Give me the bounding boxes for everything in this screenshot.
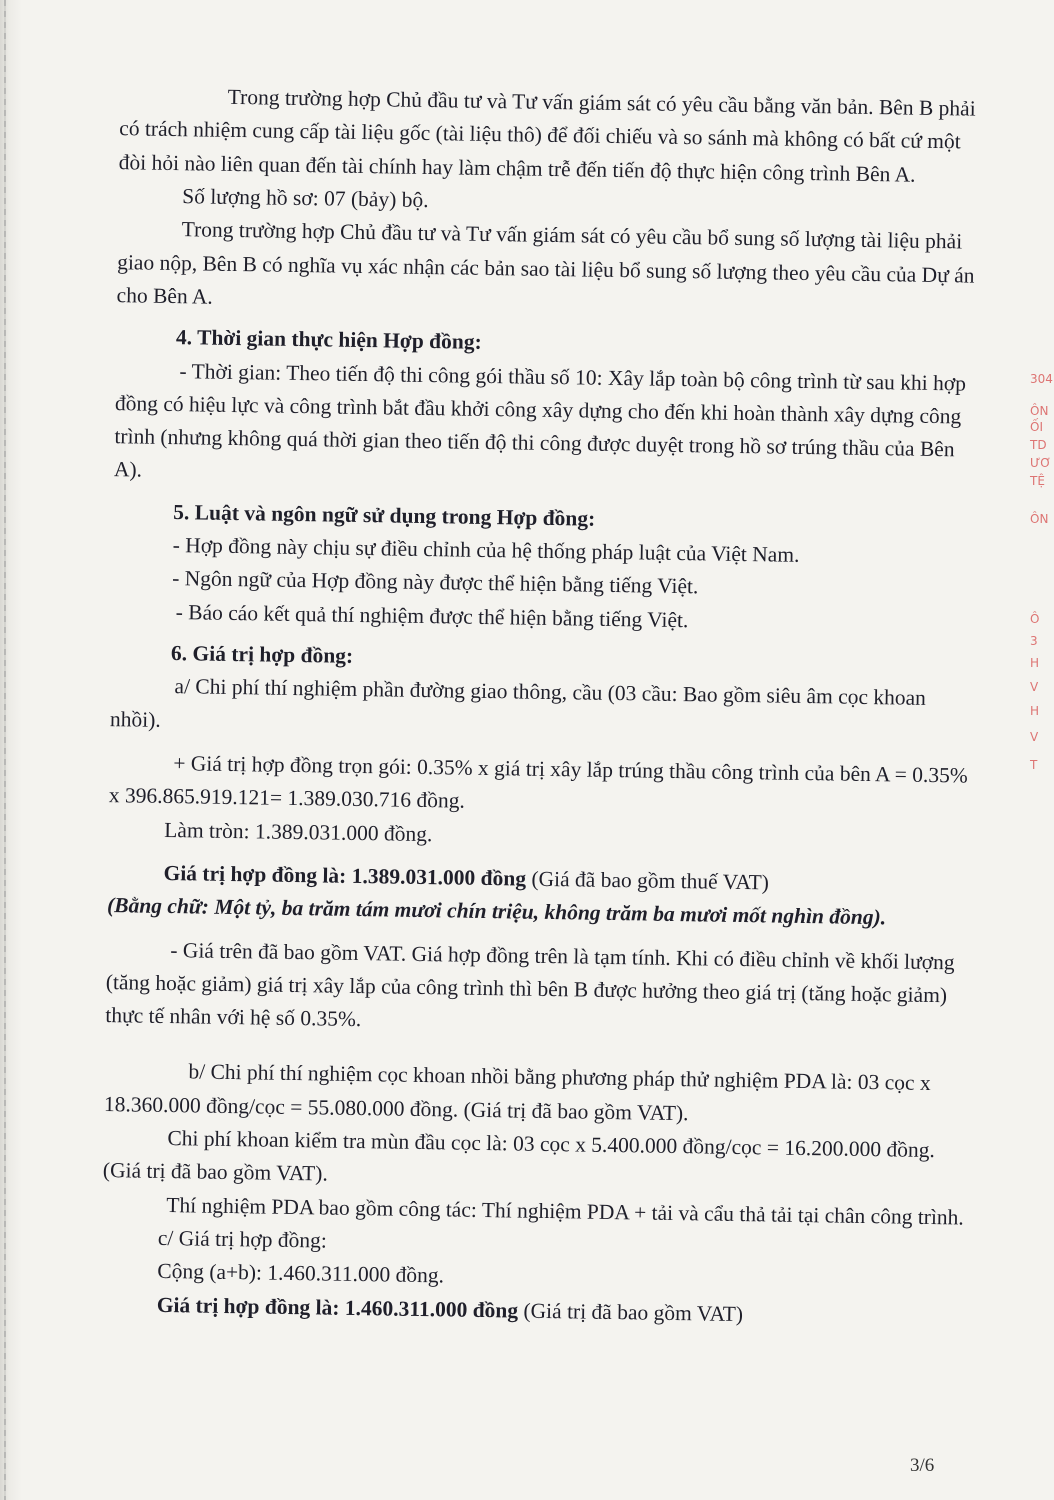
section-5-item-law: - Hợp đồng này chịu sự điều chỉnh của hệ thống pháp luật của Việt Nam. xyxy=(172,533,800,567)
paragraph-additional-copies: Trong trường hợp Chủ đầu tư và Tư vấn giám sát có yêu cầu bổ sung số lượng tài liệu phải giao nộp, Bên B có nghĩa vụ xác nhận các bản sao tài liệu bổ sung số lượng theo yêu cầu của Dự án cho Bên A. xyxy=(116,217,975,309)
section-6b-pda-scope: Thí nghiệm PDA bao gồm công tác: Thí nghiệm PDA + tải và cẩu thả tải tại chân công trình. xyxy=(166,1192,964,1230)
paragraph-original-documents: Trong trường hợp Chủ đầu tư và Tư vấn giám sát có yêu cầu bằng văn bản. Bên B phải có trách nhiệm cung cấp tài liệu gốc (tài liệu thô) để đối chiếu và so sánh mà không có bất cứ một đòi hỏi nào liên quan đến tài chính hay làm chậm trễ đến tiến độ thực hiện công trình Bên A. xyxy=(118,84,976,187)
section-4-time-text: - Thời gian: Theo tiến độ thi công gói thầu số 10: Xây lắp toàn bộ công trình từ sau khi hợp đồng có hiệu lực và công trình bắt đầu khởi công xây dựng cho đến khi hoàn thành xây dựng công trình (nhưng không quá thời gian theo tiến độ thi công được duyệt trong hồ sơ trúng thầu của Bên A). xyxy=(113,358,967,482)
seal-mark: TỆ xyxy=(1030,474,1045,488)
contract-value-c-bold: Giá trị hợp đồng là: 1.460.311.000 đồng xyxy=(156,1292,519,1323)
section-6c-sum: Cộng (a+b): 1.460.311.000 đồng. xyxy=(157,1259,445,1288)
section-6-heading: 6. Giá trị hợp đồng: xyxy=(170,641,354,668)
seal-mark: V xyxy=(1030,680,1039,694)
scan-binding-edge xyxy=(0,0,22,1500)
section-6a-rounded: Làm tròn: 1.389.031.000 đồng. xyxy=(164,817,433,846)
section-5-heading: 5. Luật và ngôn ngữ sử dụng trong Hợp đồng: xyxy=(173,499,596,531)
section-6a-intro: a/ Chi phí thí nghiệm phần đường giao thông, cầu (03 cầu: Bao gồm siêu âm cọc khoan nhồi). xyxy=(109,674,927,732)
contract-value-a-bold: Giá trị hợp đồng là: 1.389.031.000 đồng xyxy=(163,860,527,891)
seal-mark: T xyxy=(1030,758,1038,772)
seal-mark: TD xyxy=(1030,438,1047,452)
seal-mark: ÔN xyxy=(1030,512,1049,526)
section-6c-intro: c/ Giá trị hợp đồng: xyxy=(157,1225,328,1253)
seal-mark: H xyxy=(1030,656,1040,670)
seal-mark: ỐI xyxy=(1030,420,1043,434)
section-4-heading: 4. Thời gian thực hiện Hợp đồng: xyxy=(175,325,482,355)
page-number: 3/6 xyxy=(910,1455,935,1476)
seal-mark: 3 xyxy=(1030,634,1038,648)
seal-mark: H xyxy=(1030,704,1040,718)
paragraph-document-count: Số lượng hồ sơ: 07 (bảy) bộ. xyxy=(182,184,429,212)
section-5-item-language: - Ngôn ngữ của Hợp đồng này được thể hiện bằng tiếng Việt. xyxy=(172,566,699,599)
contract-value-a-note: (Giá đã bao gồm thuế VAT) xyxy=(525,866,770,895)
seal-mark: V xyxy=(1030,730,1039,744)
section-6a-amount-in-words: (Bằng chữ: Một tỷ, ba trăm tám mươi chín triệu, không trăm ba mươi mốt nghìn đồng). xyxy=(106,893,887,930)
seal-mark: ÔN xyxy=(1030,404,1049,418)
section-5-item-report: - Báo cáo kết quả thí nghiệm được thể hiện bằng tiếng Việt. xyxy=(175,599,689,632)
contract-value-c-note: (Giá trị đã bao gồm VAT) xyxy=(517,1298,744,1326)
section-6a-package-value: + Giá trị hợp đồng trọn gói: 0.35% x giá trị xây lắp trúng thầu công trình của bên A = 0.35% x 396.865.919.121= 1.389.030.716 đồng. xyxy=(108,751,968,813)
seal-mark: ƯƠ xyxy=(1030,456,1052,470)
seal-mark: 304 xyxy=(1030,372,1053,386)
seal-mark: Ô xyxy=(1030,612,1040,626)
section-6b-drill-cost: Chi phí khoan kiểm tra mùn đầu cọc là: 03 cọc x 5.400.000 đồng/cọc = 16.200.000 đồng. (Giá trị đã bao gồm VAT). xyxy=(102,1126,936,1186)
section-6b-pda-cost: b/ Chi phí thí nghiệm cọc khoan nhồi bằng phương pháp thử nghiệm PDA là: 03 cọc x 18.360.000 đồng/cọc = 55.080.000 đồng. (Giá trị đã bao gồm VAT). xyxy=(103,1059,931,1125)
document-page xyxy=(99,79,990,1452)
section-6a-price-note: - Giá trên đã bao gồm VAT. Giá hợp đồng trên là tạm tính. Khi có điều chỉnh về khối lượng (tăng hoặc giảm) giá trị xây lắp của công trình thì bên B được hưởng theo giá trị (tăng hoặc giảm) thực tế nhân với hệ số 0.35%. xyxy=(105,937,955,1032)
red-seal-fragment xyxy=(1026,350,1054,790)
